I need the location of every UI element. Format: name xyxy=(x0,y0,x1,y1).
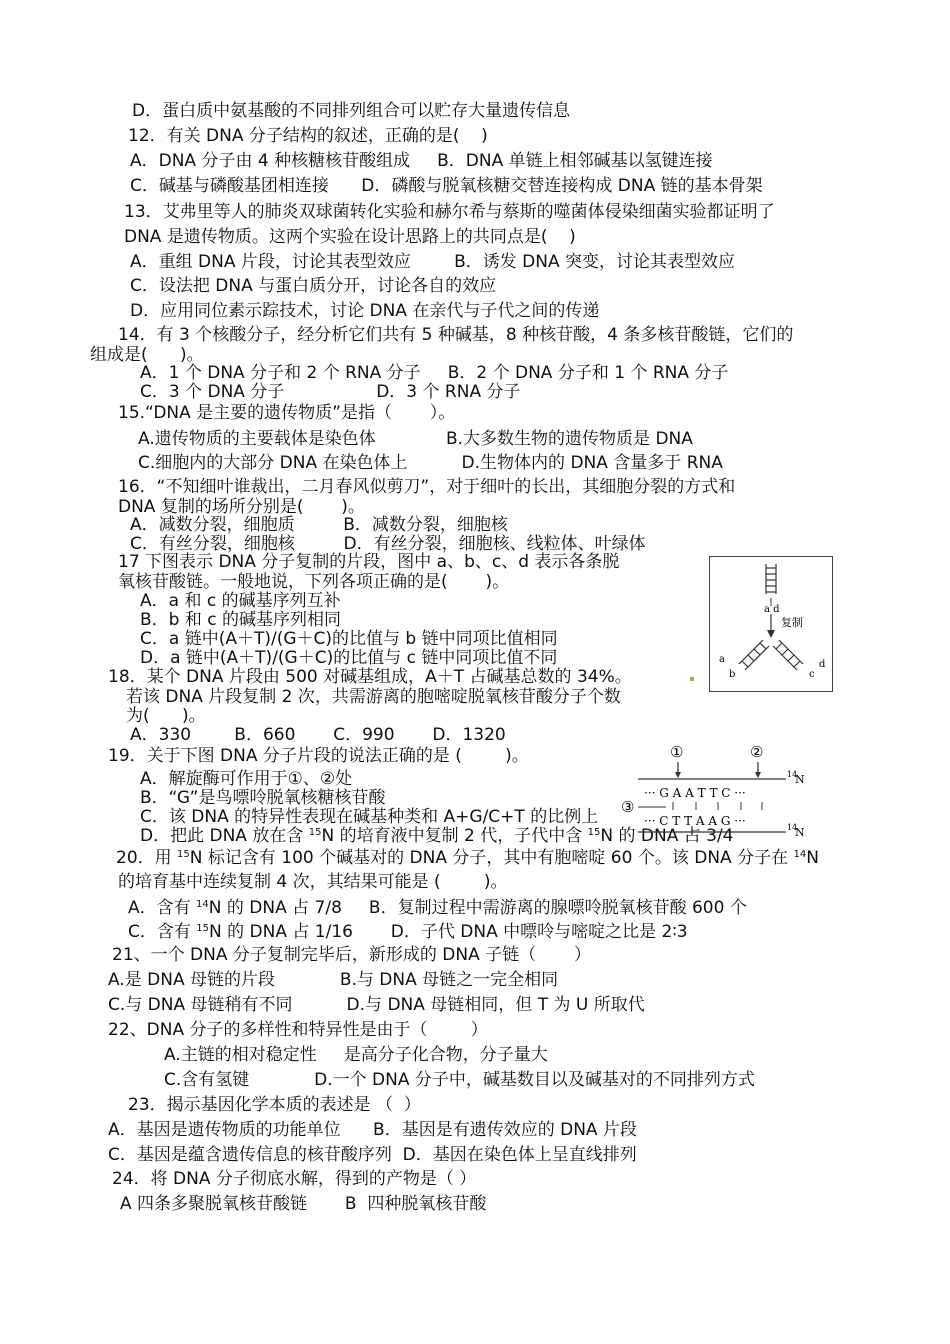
question-text-line: 23．揭示基因化学本质的表述是 （ ） xyxy=(128,1095,421,1115)
question-text-line: 15.“DNA 是主要的遗传物质”是指（ ）。 xyxy=(118,403,456,423)
svg-text:14: 14 xyxy=(787,823,798,832)
question-text-line: A．重组 DNA 片段，讨论其表型效应 B．诱发 DNA 突变，讨论其表型效应 xyxy=(130,252,736,272)
question-text-line: A．DNA 分子由 4 种核糖核苷酸组成 B．DNA 单链上相邻碱基以氢键连接 xyxy=(130,151,713,171)
question-text-line: 18．某个 DNA 片段由 500 对碱基组成，A＋T 占碱基总数的 34%。 xyxy=(108,667,632,687)
question-text-line: 24．将 DNA 分子彻底水解，得到的产物是（ ） xyxy=(112,1169,477,1189)
svg-text:N: N xyxy=(795,826,805,839)
question-text-line: A 四条多聚脱氧核苷酸链 B 四种脱氧核苷酸 xyxy=(120,1194,487,1214)
question-text-line: 14．有 3 个核酸分子，经分析它们共有 5 种碱基，8 种核苷酸，4 条多核苷酸链，它们的 xyxy=(118,325,794,345)
question-text-line: C．a 链中(A＋T)/(G＋C)的比值与 b 链中同项比值相同 xyxy=(140,629,558,649)
dna-replication-figure xyxy=(709,556,833,692)
question-text-line: DNA 复制的场所分别是( )。 xyxy=(118,497,365,517)
marker-1: ① xyxy=(670,743,684,761)
dna-fragment-figure xyxy=(618,740,818,842)
label-c: c xyxy=(809,669,815,680)
question-text-line: C.细胞内的大部分 DNA 在染色体上 D.生物体内的 DNA 含量多于 RNA xyxy=(138,453,723,473)
svg-text:14: 14 xyxy=(787,770,798,779)
label-ad: a d xyxy=(764,604,780,615)
question-text-line: A．解旋酶可作用于①、②处 xyxy=(140,769,353,789)
question-text-line: 17 下图表示 DNA 分子复制的片段，图中 a、b、c、d 表示各条脱 xyxy=(118,552,620,572)
question-text-line: 为( )。 xyxy=(126,706,206,726)
question-text-line: 22、DNA 分子的多样性和特异性是由于（ ） xyxy=(108,1020,488,1040)
svg-text:N: N xyxy=(795,773,805,786)
question-text-line: A.遗传物质的主要载体是染色体 B.大多数生物的遗传物质是 DNA xyxy=(138,429,693,449)
q20-stem-line1: 20．用 $^{15}$N 标记含有 100 个碱基对的 DNA 分子，其中有胞嘧啶 60 个。该 DNA 分子在 $^{14}$N xyxy=(116,848,819,868)
question-text-line: B．“G”是鸟嘌呤脱氧核糖核苷酸 xyxy=(140,788,386,808)
question-text-line: A．基因是遗传物质的功能单位 B．基因是有遗传效应的 DNA 片段 xyxy=(108,1120,637,1140)
label-d: d xyxy=(819,659,826,670)
label-copy: 复制 xyxy=(781,616,803,629)
question-text-line: 16．“不知细叶谁裁出，二月春风似剪刀”，对于细叶的长出，其细胞分裂的方式和 xyxy=(118,477,736,497)
question-text-line: 12．有关 DNA 分子结构的叙述，正确的是( ) xyxy=(128,126,488,146)
question-text-line: 13．艾弗里等人的肺炎双球菌转化实验和赫尔希与蔡斯的噬菌体侵染细菌实验都证明了 xyxy=(124,202,775,222)
question-text-line: C．碱基与磷酸基团相连接 D．磷酸与脱氧核糖交替连接构成 DNA 链的基本骨架 xyxy=(130,176,763,196)
question-text-line: 19．关于下图 DNA 分子片段的说法正确的是 ( )。 xyxy=(108,746,529,766)
question-text-line: D．a 链中(A＋T)/(G＋C)的比值与 c 链中同项比值不同 xyxy=(140,648,558,668)
bottom-strand-sequence: ··· C T T A A G ··· xyxy=(644,814,746,828)
question-text-line: D．应用同位素示踪技术，讨论 DNA 在亲代与子代之间的传递 xyxy=(130,301,600,321)
question-text-line: 组成是( )。 xyxy=(90,345,204,365)
question-text-line: A.是 DNA 母链的片段 B.与 DNA 母链之一完全相同 xyxy=(108,970,559,990)
label-b: b xyxy=(729,669,736,680)
question-text-line: C．该 DNA 的特异性表现在碱基种类和 A+G/C+T 的比例上 xyxy=(140,807,599,827)
question-text-line: A．减数分裂，细胞质 B．减数分裂，细胞核 xyxy=(130,515,508,535)
question-text-line: A．1 个 DNA 分子和 2 个 RNA 分子 B．2 个 DNA 分子和 1 个 RNA 分子 xyxy=(140,363,729,383)
question-text-line: C．设法把 DNA 与蛋白质分开，讨论各自的效应 xyxy=(130,276,497,296)
question-text-line: A．a 和 c 的碱基序列互补 xyxy=(140,591,341,611)
top-strand-sequence: ··· G A A T T C ··· xyxy=(644,786,746,800)
question-text-line: C．基因是蕴含遗传信息的核苷酸序列 D．基因在染色体上呈直线排列 xyxy=(108,1145,637,1165)
marker-2: ② xyxy=(750,743,764,761)
question-text-line: C．3 个 DNA 分子 D．3 个 RNA 分子 xyxy=(140,382,521,402)
question-text-line: A.主链的相对稳定性 是高分子化合物，分子量大 xyxy=(164,1045,548,1065)
question-text-line: 若该 DNA 片段复制 2 次，共需游离的胞嘧啶脱氧核苷酸分子个数 xyxy=(126,687,621,707)
question-text-line: 21、一个 DNA 分子复制完毕后，新形成的 DNA 子链（ ） xyxy=(112,945,591,965)
q19-option-d: D．把此 DNA 放在含 $^{15}$N 的培育液中复制 2 代，子代中含 $^{15}$N 的 DNA 占 3/4 xyxy=(140,826,734,846)
question-text-line: 氧核苷酸链。一般地说，下列各项正确的是( )。 xyxy=(118,572,510,592)
q20-options-cd: C．含有 $^{15}$N 的 DNA 占 1/16 D．子代 DNA 中嘌呤与嘧啶之比是 2∶3 xyxy=(128,922,688,942)
question-text-line: A．330 B．660 C．990 D．1320 xyxy=(130,725,506,745)
question-text-line: D．蛋白质中氨基酸的不同排列组合可以贮存大量遗传信息 xyxy=(132,101,571,121)
question-text-line: C．有丝分裂，细胞核 D．有丝分裂，细胞核、线粒体、叶绿体 xyxy=(130,534,646,554)
q20-stem-line2: 的培育基中连续复制 4 次，其结果可能是 ( )。 xyxy=(118,872,508,892)
question-text-line: DNA 是遗传物质。这两个实验在设计思路上的共同点是( ) xyxy=(124,227,576,247)
q20-options-ab: A．含有 $^{14}$N 的 DNA 占 7/8 B．复制过程中需游离的腺嘌呤脱氧核苷酸 600 个 xyxy=(128,898,747,918)
label-a: a xyxy=(719,654,725,665)
question-text-line: C.含有氢键 D.一个 DNA 分子中，碱基数目以及碱基对的不同排列方式 xyxy=(164,1070,755,1090)
question-text-line: B．b 和 c 的碱基序列相同 xyxy=(140,610,342,630)
stray-dot xyxy=(690,677,694,681)
marker-3: ③ xyxy=(621,798,635,816)
question-text-line: C.与 DNA 母链稍有不同 D.与 DNA 母链相同，但 T 为 U 所取代 xyxy=(108,995,645,1015)
